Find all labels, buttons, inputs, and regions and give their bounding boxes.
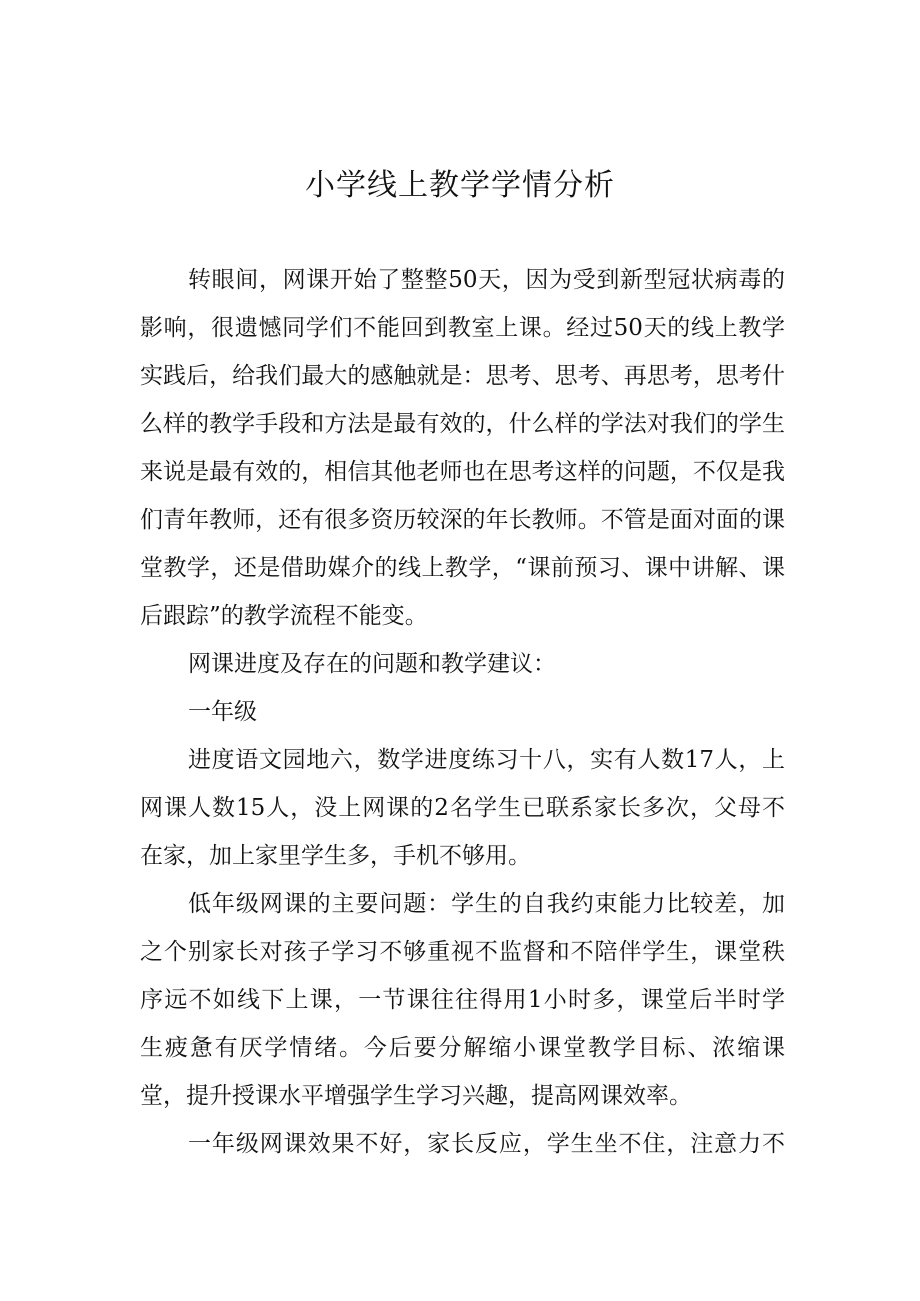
paragraph-line: 转眼间，网课开始了整整50天，因为受到新型冠状病毒的	[188, 267, 785, 293]
paragraph-line: 来说是最有效的，相信其他老师也在思考这样的问题，不仅是我	[140, 459, 785, 485]
paragraph-line: 实践后，给我们最大的感触就是：思考、思考、再思考，思考什	[140, 363, 785, 389]
paragraph-line: 们青年教师，还有很多资历较深的年长教师。不管是面对面的课	[140, 507, 785, 533]
paragraph-line: 影响，很遗憾同学们不能回到教室上课。经过50天的线上教学	[140, 315, 785, 341]
paragraph-line: 之个别家长对孩子学习不够重视不监督和不陪伴学生，课堂秩	[140, 939, 785, 965]
paragraph-line: 序远不如线下上课，一节课往往得用1小时多，课堂后半时学	[140, 987, 785, 1013]
paragraph-line: 么样的教学手段和方法是最有效的，什么样的学法对我们的学生	[140, 411, 785, 437]
document-title: 小学线上教学学情分析	[305, 168, 615, 203]
paragraph-line: 后跟踪”的教学流程不能变。	[140, 603, 428, 629]
paragraph-line: 低年级网课的主要问题：学生的自我约束能力比较差，加	[188, 891, 785, 917]
paragraph-line: 堂，提升授课水平增强学生学习兴趣，提高网课效率。	[140, 1083, 692, 1109]
paragraph-line: 生疲惫有厌学情绪。今后要分解缩小课堂教学目标、浓缩课	[140, 1035, 785, 1061]
paragraph-line: 进度语文园地六，数学进度练习十八，实有人数17人，上	[188, 747, 785, 773]
paragraph-line: 在家，加上家里学生多，手机不够用。	[140, 843, 531, 869]
grade-heading: 一年级	[188, 699, 257, 725]
paragraph-line: 一年级网课效果不好，家长反应，学生坐不住，注意力不	[188, 1131, 785, 1157]
paragraph-line: 堂教学，还是借助媒介的线上教学，“课前预习、课中讲解、课	[140, 555, 785, 581]
section-heading: 网课进度及存在的问题和教学建议：	[188, 651, 556, 677]
paragraph-line: 网课人数15人，没上网课的2名学生已联系家长多次，父母不	[140, 795, 785, 821]
